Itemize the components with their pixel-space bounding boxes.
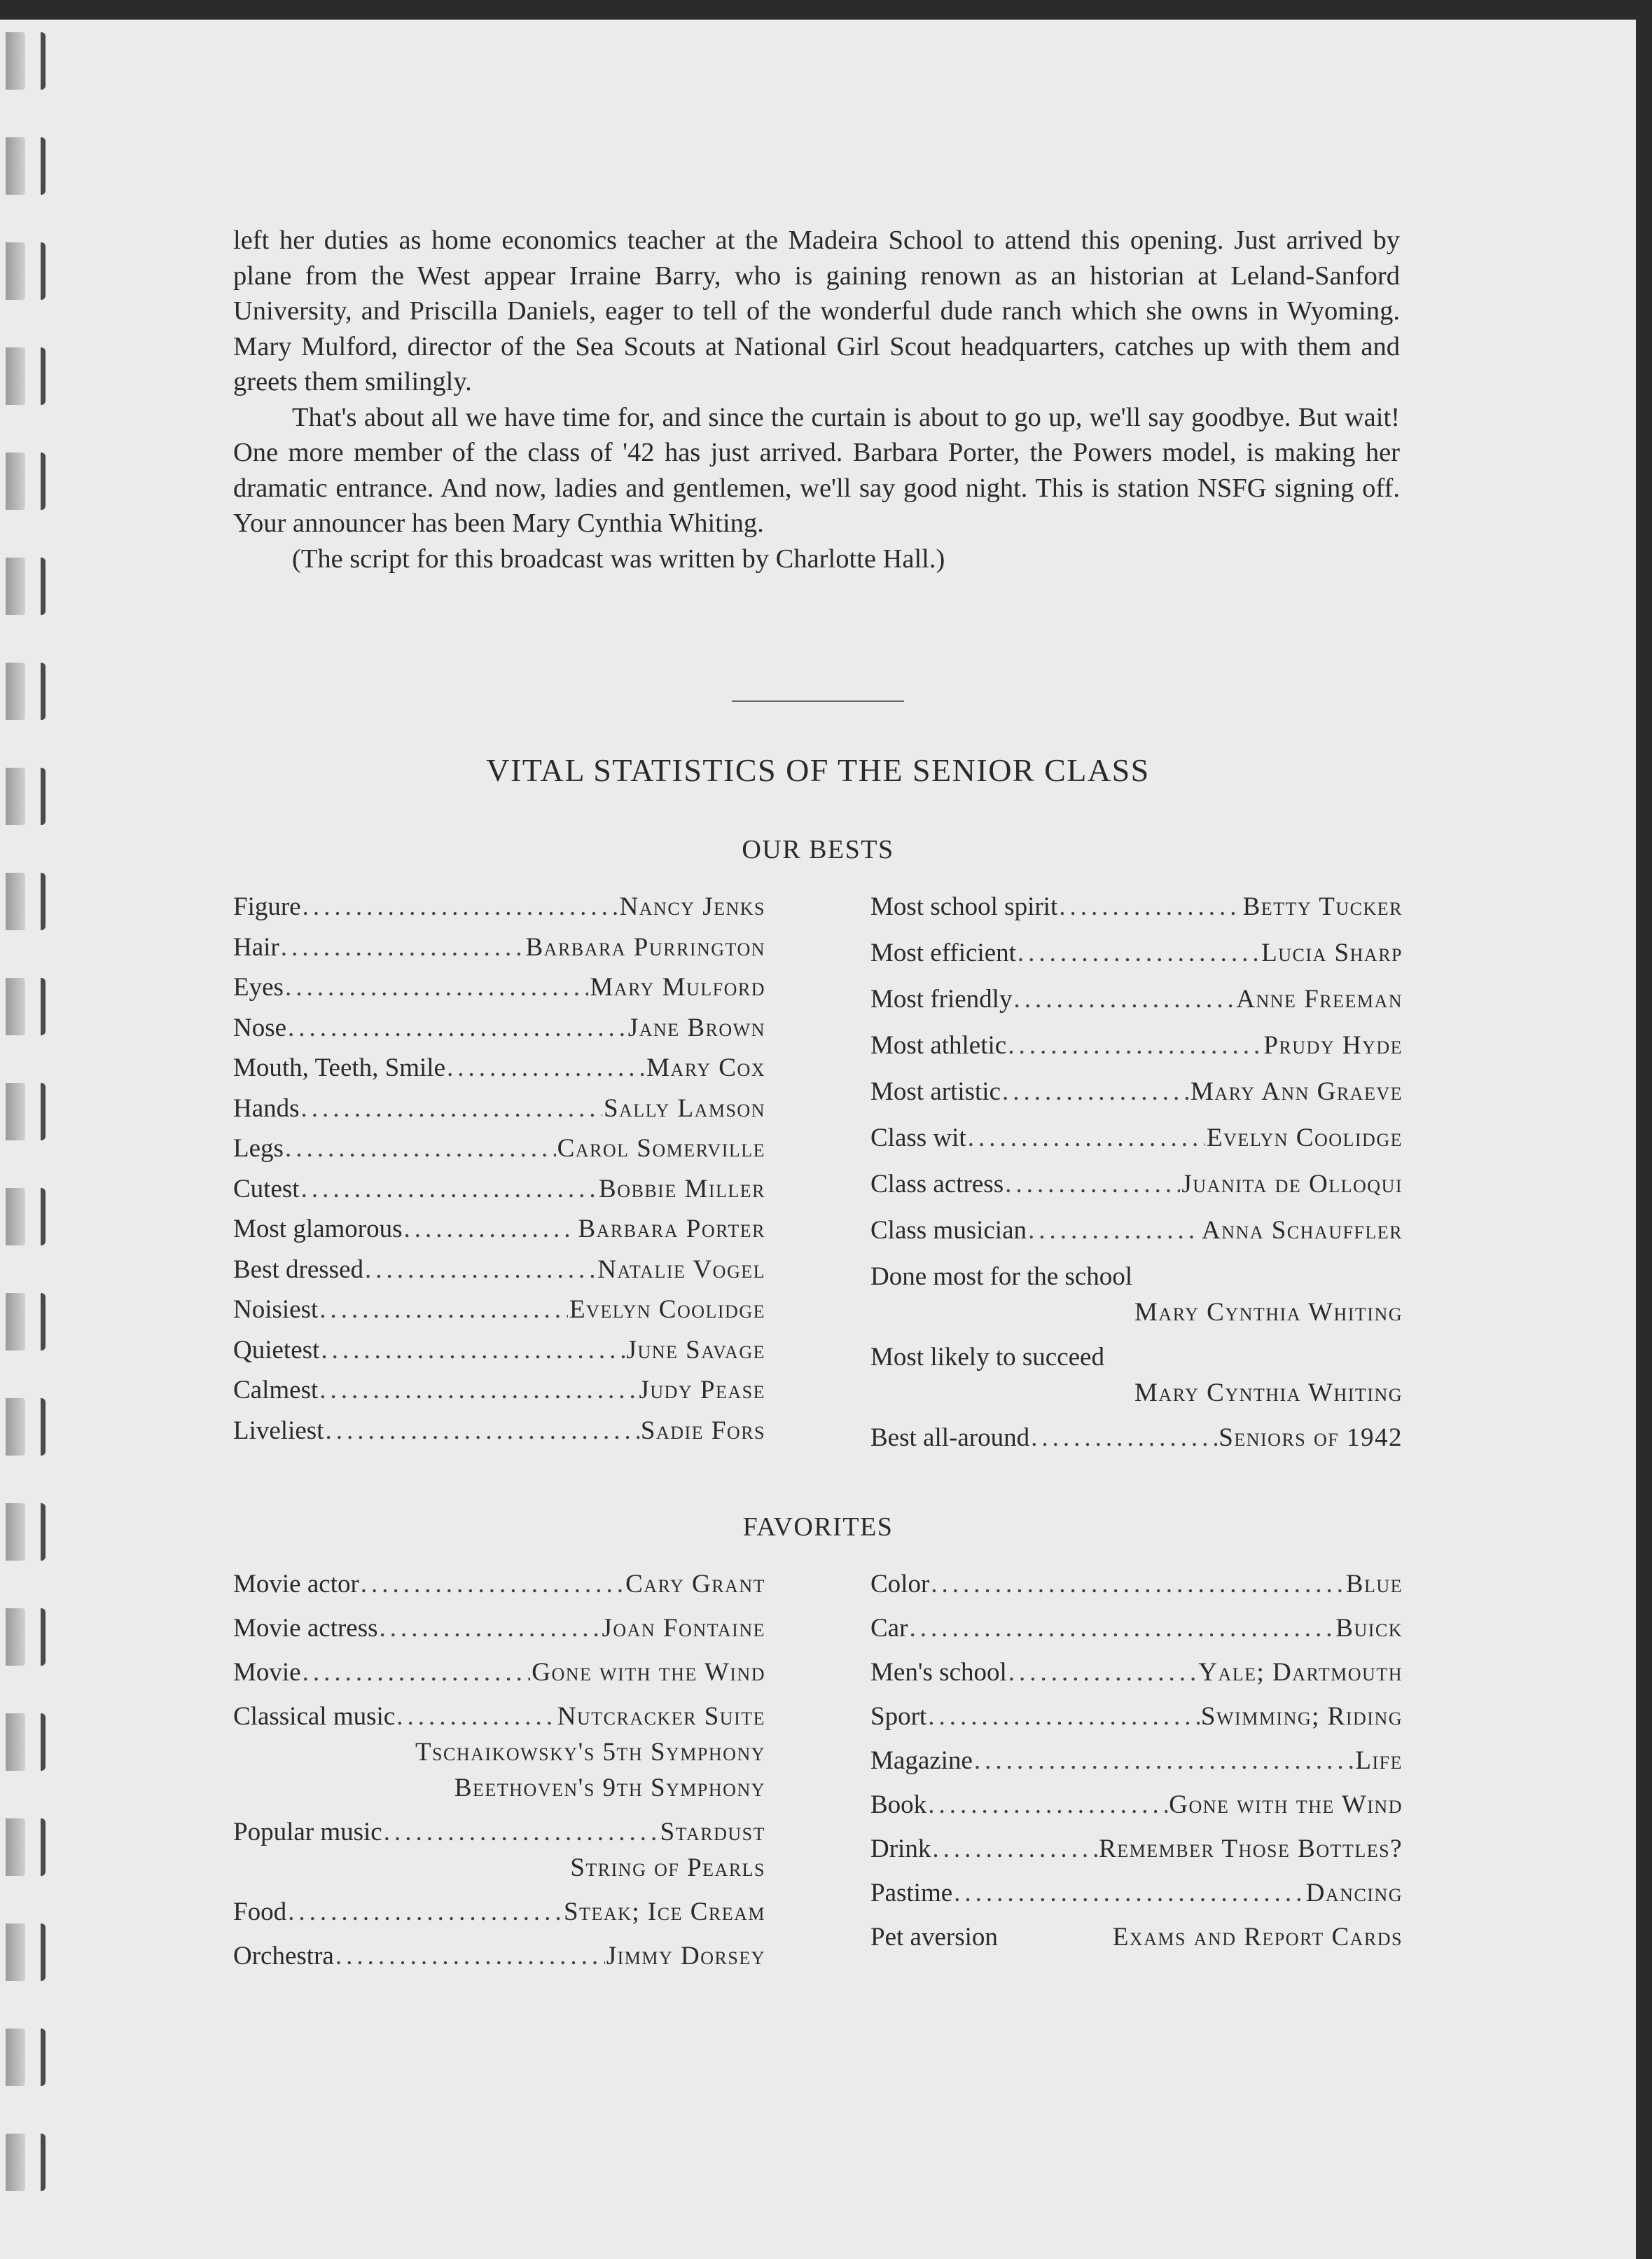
leader-dots xyxy=(380,1613,601,1643)
leader-dots xyxy=(384,1817,659,1847)
page xyxy=(0,20,1636,2259)
item-label: Popular music xyxy=(233,1818,382,1846)
item-label: Sport xyxy=(870,1702,927,1731)
item-label: Orchestra xyxy=(233,1942,334,1970)
item-value: Barbara Purrington xyxy=(525,932,765,962)
list-item xyxy=(870,1030,1403,1077)
item-value: Seniors of 1942 xyxy=(1219,1423,1403,1452)
list-item xyxy=(233,1416,765,1456)
item-label: Movie actress xyxy=(233,1614,378,1643)
item-value: Prudy Hyde xyxy=(1263,1031,1403,1060)
item-value: Yale; Dartmouth xyxy=(1198,1658,1403,1687)
item-value: Jane Brown xyxy=(627,1013,765,1042)
intro-paragraph-1: left her duties as home economics teacher at the Madeira School to attend this opening. Just arrived by plane from the West appear Irraine Barry, who is gaining renown as an historian at Leland-Sanford University, and Priscilla Daniels, eager to tell of the wonderful dude ranch which she owns in Wyoming. Mary Mulford, director of the Sea Scouts at National Girl Scout headquarters, catches up with them and greets them smilingly. xyxy=(233,226,1400,396)
item-label: Color xyxy=(870,1570,930,1598)
item-label: Most likely to succeed xyxy=(870,1343,1104,1372)
item-value: Gone with the Wind xyxy=(532,1658,765,1687)
item-label: Mouth, Teeth, Smile xyxy=(233,1053,445,1082)
binding-ring xyxy=(6,1818,46,1876)
leader-dots xyxy=(1059,892,1241,922)
leader-dots xyxy=(285,972,589,1002)
list-item xyxy=(233,1335,765,1376)
list-item xyxy=(233,1941,765,1985)
item-value: Betty Tucker xyxy=(1242,892,1403,921)
bests-right-column xyxy=(870,892,1403,1465)
list-item xyxy=(870,1123,1403,1169)
item-label: Legs xyxy=(233,1134,284,1163)
list-item xyxy=(870,1262,1403,1297)
leader-dots xyxy=(396,1701,556,1732)
list-item xyxy=(233,1657,765,1701)
item-label: Best all-around xyxy=(870,1423,1030,1452)
item-label: Calmest xyxy=(233,1376,319,1404)
item-label: Quietest xyxy=(233,1335,320,1365)
list-item xyxy=(870,1834,1403,1878)
item-value: Joan Fontaine xyxy=(602,1614,765,1643)
item-label: Most glamorous xyxy=(233,1215,403,1243)
item-value: Juanita de Olloqui xyxy=(1181,1170,1403,1198)
item-value: Cary Grant xyxy=(625,1570,765,1598)
item-value: Dancing xyxy=(1305,1879,1403,1907)
leader-dots xyxy=(303,1657,531,1687)
list-item xyxy=(870,892,1403,938)
item-value: Gone with the Wind xyxy=(1169,1790,1403,1819)
item-value: Mary Ann Graeve xyxy=(1191,1077,1403,1106)
list-item-continuation xyxy=(870,1297,1403,1342)
list-item-continuation xyxy=(233,1773,765,1817)
binding-ring xyxy=(6,1188,46,1245)
section-divider xyxy=(732,700,904,702)
list-item xyxy=(233,1053,765,1093)
item-value: Remember Those Bottles? xyxy=(1099,1835,1403,1863)
item-value: Exams and Report Cards xyxy=(1112,1923,1403,1951)
item-label: Food xyxy=(233,1898,287,1926)
item-label: Class actress xyxy=(870,1170,1004,1198)
binding-ring xyxy=(6,873,46,930)
item-label: Movie actor xyxy=(233,1570,359,1598)
item-label: Done most for the school xyxy=(870,1262,1133,1291)
item-label: Hair xyxy=(233,932,279,962)
list-item xyxy=(870,1701,1403,1746)
leader-dots xyxy=(301,1174,597,1204)
item-value: Buick xyxy=(1335,1614,1403,1643)
leader-dots xyxy=(325,1416,639,1446)
item-label: Nose xyxy=(233,1013,287,1042)
item-value: Blue xyxy=(1345,1570,1403,1598)
list-item xyxy=(233,972,765,1013)
leader-dots xyxy=(932,1834,1097,1864)
item-value: Anne Freeman xyxy=(1236,985,1403,1014)
list-item xyxy=(233,1093,765,1134)
list-item xyxy=(870,1613,1403,1657)
item-value-extra: Tschaikowsky's 5th Symphony xyxy=(415,1738,765,1767)
list-item xyxy=(233,932,765,973)
list-item xyxy=(233,1294,765,1335)
item-value: Mary Mulford xyxy=(590,973,765,1002)
item-label: Noisiest xyxy=(233,1295,319,1324)
item-label: Drink xyxy=(870,1835,931,1863)
leader-dots xyxy=(974,1746,1354,1776)
leader-dots xyxy=(303,892,618,922)
list-item xyxy=(233,1214,765,1255)
bests-heading: OUR BESTS xyxy=(742,835,894,864)
list-item xyxy=(870,1790,1403,1834)
list-item xyxy=(233,1817,765,1853)
item-label: Liveliest xyxy=(233,1416,324,1445)
item-label: Pet aversion xyxy=(870,1923,998,1951)
binding-ring xyxy=(6,558,46,615)
leader-dots xyxy=(1031,1423,1217,1453)
item-value: Barbara Porter xyxy=(578,1215,765,1243)
item-value: June Savage xyxy=(626,1335,765,1365)
leader-dots xyxy=(1013,984,1235,1014)
list-item xyxy=(233,1701,765,1737)
item-label: Pastime xyxy=(870,1879,953,1907)
item-label: Best dressed xyxy=(233,1255,363,1284)
favorites-left-column xyxy=(233,1569,765,1985)
list-item xyxy=(233,1255,765,1295)
binding-ring xyxy=(6,453,46,510)
binding-ring xyxy=(6,1083,46,1140)
leader-dots xyxy=(928,1701,1200,1732)
intro-paragraph-3: (The script for this broadcast was written by Charlotte Hall.) xyxy=(292,544,945,574)
list-item-continuation xyxy=(233,1853,765,1897)
binding-ring xyxy=(6,1923,46,1981)
binding-ring xyxy=(6,1608,46,1666)
list-item xyxy=(870,1342,1403,1378)
item-label: Men's school xyxy=(870,1658,1007,1687)
leader-dots xyxy=(1008,1030,1262,1061)
item-value: Mary Cynthia Whiting xyxy=(1134,1298,1403,1327)
item-value: Anna Schauffler xyxy=(1201,1216,1403,1245)
favorites-heading: FAVORITES xyxy=(742,1512,894,1542)
list-item xyxy=(870,1423,1403,1465)
item-label: Magazine xyxy=(870,1746,973,1775)
binding-ring xyxy=(6,347,46,405)
leader-dots xyxy=(404,1214,577,1244)
binding-ring xyxy=(6,978,46,1035)
item-value-extra: String of Pearls xyxy=(570,1853,765,1882)
list-item xyxy=(233,1174,765,1215)
page-title: VITAL STATISTICS OF THE SENIOR CLASS xyxy=(486,752,1150,788)
intro-text xyxy=(233,223,1400,576)
binding-ring xyxy=(6,663,46,720)
item-label: Classical music xyxy=(233,1702,396,1731)
binding-ring xyxy=(6,2134,46,2191)
item-value-extra: Beethoven's 9th Symphony xyxy=(454,1774,765,1802)
leader-dots xyxy=(361,1569,624,1599)
list-item xyxy=(233,1613,765,1657)
leader-dots xyxy=(1002,1077,1189,1107)
leader-dots xyxy=(281,932,525,962)
list-item xyxy=(233,892,765,932)
list-item-continuation xyxy=(870,1378,1403,1423)
item-value: Swimming; Riding xyxy=(1200,1702,1403,1731)
intro-paragraph-2: That's about all we have time for, and since the curtain is about to go up, we'll say goodbye. But wait! One more member of the class of '42 has just arrived. Barbara Porter, the Powers model, is making her dramatic entrance. And now, ladies and gentlemen, we'll say good night. This is station NSFG signing off. Your announcer has been Mary Cynthia Whiting. xyxy=(233,402,1400,538)
list-item xyxy=(870,1215,1403,1262)
list-item xyxy=(233,1569,765,1613)
item-label: Figure xyxy=(233,892,301,921)
item-value: Carol Somerville xyxy=(557,1134,765,1163)
binding-ring xyxy=(6,32,46,90)
item-label: Class wit xyxy=(870,1124,966,1152)
bests-left-column xyxy=(233,892,765,1456)
item-label: Most school spirit xyxy=(870,892,1058,921)
item-label: Most friendly xyxy=(870,985,1013,1014)
leader-dots xyxy=(1008,1657,1197,1687)
leader-dots xyxy=(335,1941,605,1971)
leader-dots xyxy=(968,1123,1205,1153)
leader-dots xyxy=(301,1093,602,1124)
leader-dots xyxy=(447,1053,645,1083)
leader-dots xyxy=(285,1133,556,1163)
list-item xyxy=(870,938,1403,984)
spiral-binding xyxy=(0,20,49,2259)
leader-dots xyxy=(321,1335,625,1365)
favorites-right-column xyxy=(870,1569,1403,1966)
leader-dots xyxy=(928,1790,1167,1820)
item-label: Eyes xyxy=(233,973,284,1002)
item-value: Steak; Ice Cream xyxy=(563,1898,765,1926)
item-value: Sally Lamson xyxy=(603,1093,765,1123)
item-value: Natalie Vogel xyxy=(597,1255,765,1284)
list-item xyxy=(870,1569,1403,1613)
leader-dots xyxy=(1005,1169,1180,1199)
list-item xyxy=(233,1897,765,1941)
list-item xyxy=(870,1878,1403,1922)
list-item xyxy=(870,1169,1403,1215)
binding-ring xyxy=(6,1293,46,1350)
list-item xyxy=(233,1375,765,1416)
item-label: Cutest xyxy=(233,1174,300,1203)
list-item xyxy=(233,1013,765,1053)
binding-ring xyxy=(6,137,46,195)
item-value: Jimmy Dorsey xyxy=(606,1942,765,1970)
leader-dots xyxy=(365,1255,596,1285)
item-value: Nutcracker Suite xyxy=(557,1702,765,1731)
list-item xyxy=(870,1922,1403,1966)
leader-dots xyxy=(931,1569,1345,1599)
item-value: Mary Cox xyxy=(646,1053,765,1082)
item-value: Evelyn Coolidge xyxy=(569,1295,765,1324)
leader-dots xyxy=(1028,1215,1200,1245)
item-value: Bobbie Miller xyxy=(599,1174,765,1203)
binding-ring xyxy=(6,1398,46,1456)
leader-dots xyxy=(288,1897,562,1927)
list-item xyxy=(233,1133,765,1174)
item-label: Most efficient xyxy=(870,939,1016,967)
leader-dots xyxy=(909,1613,1334,1643)
item-value: Lucia Sharp xyxy=(1261,939,1403,967)
binding-ring xyxy=(6,1713,46,1771)
item-value: Mary Cynthia Whiting xyxy=(1134,1379,1403,1407)
item-label: Most athletic xyxy=(870,1031,1007,1060)
item-label: Book xyxy=(870,1790,927,1819)
item-label: Class musician xyxy=(870,1216,1027,1245)
leader-dots xyxy=(1018,938,1260,968)
leader-dots xyxy=(954,1878,1305,1908)
leader-dots xyxy=(288,1013,627,1043)
list-item xyxy=(870,1746,1403,1790)
list-item-continuation xyxy=(233,1737,765,1773)
binding-ring xyxy=(6,2029,46,2086)
item-value: Judy Pease xyxy=(639,1376,765,1404)
list-item xyxy=(870,984,1403,1030)
item-label: Hands xyxy=(233,1093,300,1123)
item-value: Evelyn Coolidge xyxy=(1206,1124,1403,1152)
item-value: Nancy Jenks xyxy=(619,892,765,921)
leader-dots xyxy=(319,1294,568,1325)
list-item xyxy=(870,1077,1403,1123)
list-item xyxy=(870,1657,1403,1701)
binding-ring xyxy=(6,242,46,300)
item-value: Life xyxy=(1355,1746,1403,1775)
item-label: Movie xyxy=(233,1658,301,1687)
item-value: Stardust xyxy=(660,1818,765,1846)
item-label: Most artistic xyxy=(870,1077,1001,1106)
item-value: Sadie Fors xyxy=(640,1416,765,1445)
item-label: Car xyxy=(870,1614,908,1643)
leader-dots xyxy=(319,1375,637,1405)
